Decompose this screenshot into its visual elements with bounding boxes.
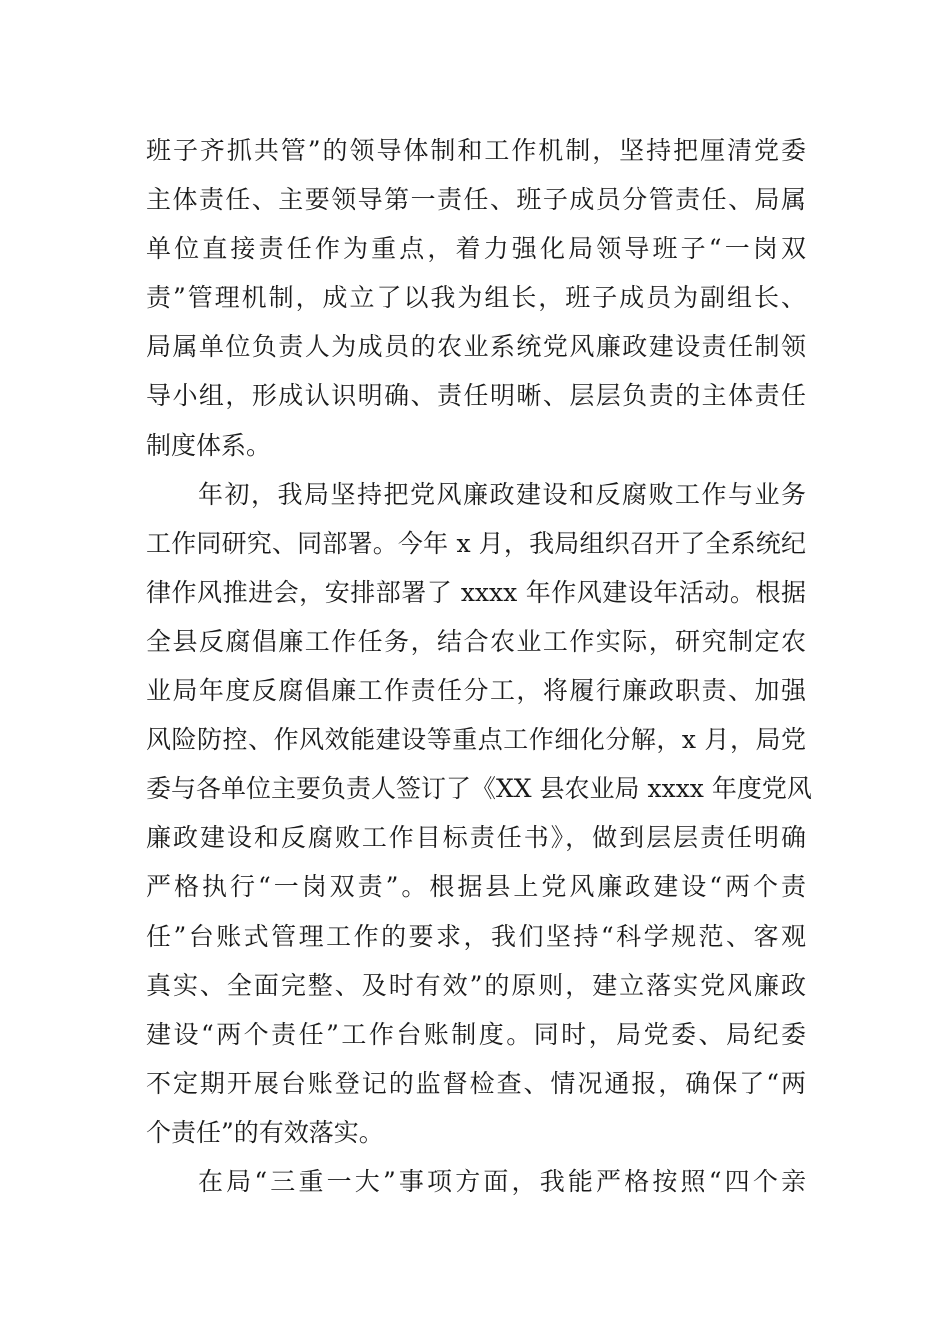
text-line: 风险防控、作风效能建设等重点工作细化分解，x 月，局党 xyxy=(146,725,806,755)
text-line: 在局“三重一大”事项方面，我能严格按照“四个亲 xyxy=(198,1166,806,1196)
text-line: 廉政建设和反腐败工作目标责任书》，做到层层责任明确 xyxy=(146,823,806,853)
text-line: 委与各单位主要负责人签订了《XX 县农业局 xxxx 年度党风 xyxy=(146,774,812,804)
text-line: 真实、全面完整、及时有效”的原则，建立落实党风廉政 xyxy=(146,970,806,1000)
text-line: 年初，我局坚持把党风廉政建设和反腐败工作与业务 xyxy=(198,479,806,509)
text-line: 导小组，形成认识明确、责任明晰、层层负责的主体责任 xyxy=(146,381,806,411)
text-line: 班子齐抓共管”的领导体制和工作机制，坚持把厘清党委 xyxy=(146,136,806,165)
text-line: 制度体系。 xyxy=(146,430,272,460)
text-line: 单位直接责任作为重点，着力强化局领导班子“一岗双 xyxy=(146,234,806,264)
text-line: 任”台账式管理工作的要求，我们坚持“科学规范、客观 xyxy=(146,921,806,951)
text-line: 律作风推进会，安排部署了 xxxx 年作风建设年活动。根据 xyxy=(146,577,806,607)
text-line: 不定期开展台账登记的监督检查、情况通报，确保了“两 xyxy=(146,1068,806,1098)
text-line: 主体责任、主要领导第一责任、班子成员分管责任、局属 xyxy=(146,185,806,215)
text-line: 工作同研究、同部署。今年 x 月，我局组织召开了全系统纪 xyxy=(146,528,806,558)
text-line: 业局年度反腐倡廉工作责任分工，将履行廉政职责、加强 xyxy=(146,676,806,706)
body-text xyxy=(146,126,812,1206)
text-line: 个责任”的有效落实。 xyxy=(146,1117,384,1147)
text-line: 全县反腐倡廉工作任务，结合农业工作实际，研究制定农 xyxy=(146,626,806,656)
text-line: 严格执行“一岗双责”。根据县上党风廉政建设“两个责 xyxy=(146,872,806,902)
text-line: 责”管理机制，成立了以我为组长，班子成员为副组长、 xyxy=(146,283,806,313)
text-line: 局属单位负责人为成员的农业系统党风廉政建设责任制领 xyxy=(146,332,806,362)
text-line: 建设“两个责任”工作台账制度。同时，局党委、局纪委 xyxy=(146,1019,806,1049)
